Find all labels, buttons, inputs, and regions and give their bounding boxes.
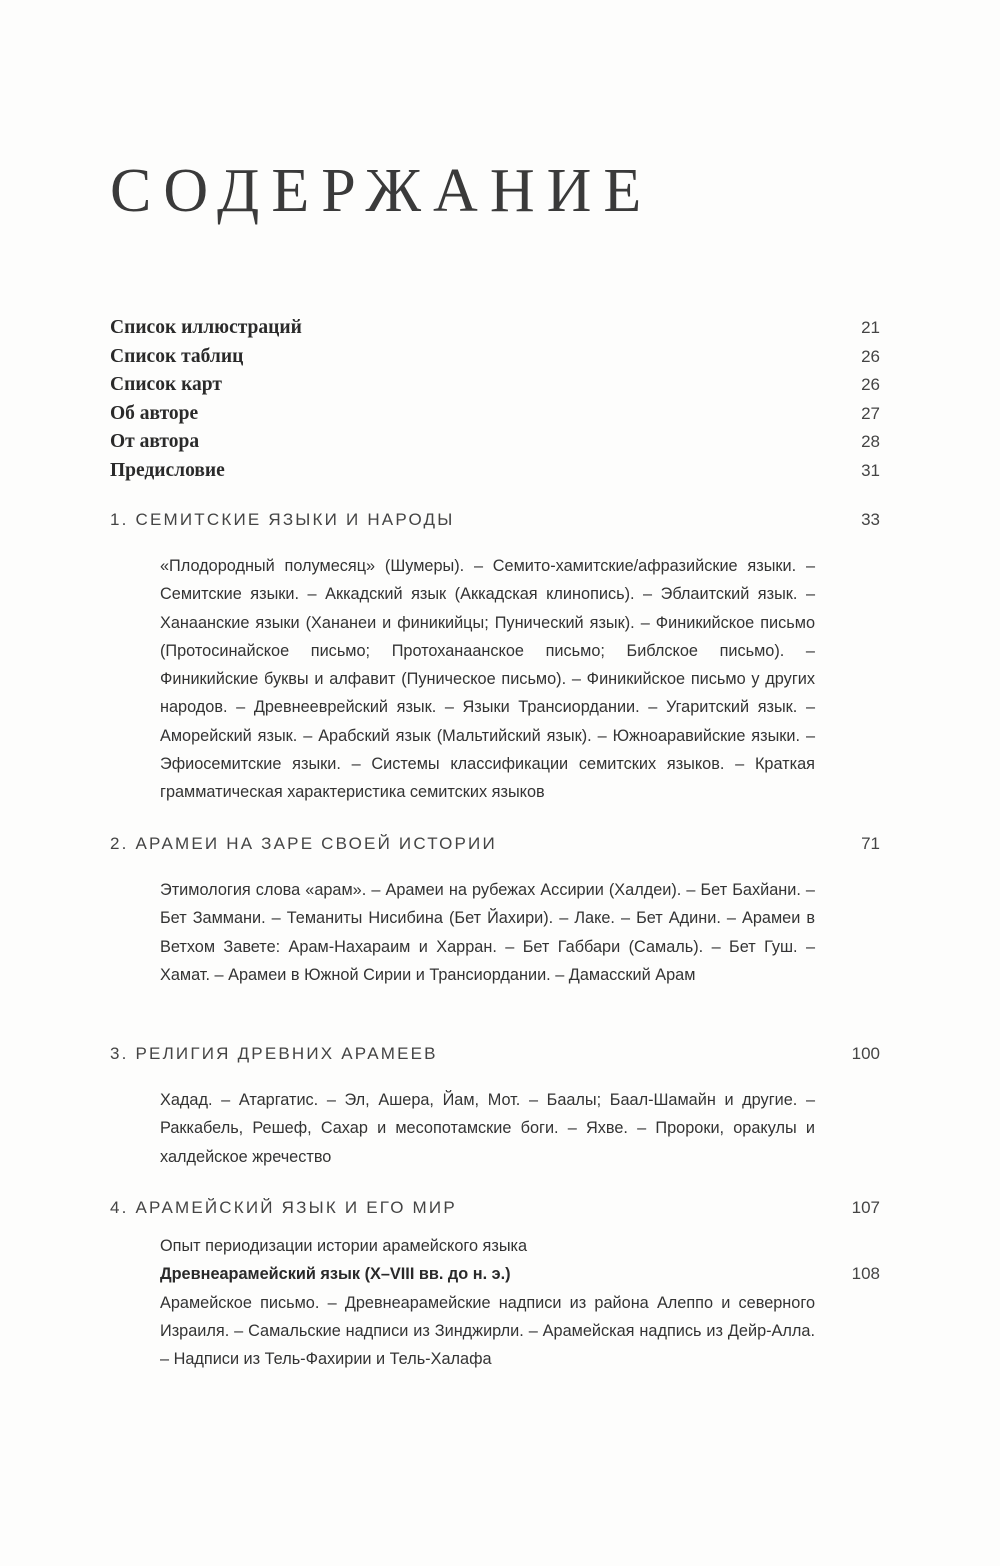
toc-entry[interactable] [110,460,880,489]
subsection-title: Древнеарамейский язык (X–VIII вв. до н. э.) [160,1265,511,1284]
chapter-heading[interactable] [110,1198,880,1218]
chapter-page: 107 [851,1198,880,1217]
toc-entry-page: 26 [861,346,880,366]
toc-entry-label: Список иллюстраций [110,317,302,338]
chapter-intro: Опыт периодизации истории арамейского языка [160,1237,528,1255]
chapter-heading[interactable] [110,510,880,530]
toc-entry-page: 21 [861,318,880,337]
chapter-title: 4. АРАМЕЙСКИЙ ЯЗЫК И ЕГО МИР [110,1198,457,1217]
chapter-summary: Хадад. – Атаргатис. – Эл, Ашера, Йам, Мот. – Баалы; Баал-Шамайн и другие. – Раккабель, Решеф, Сахар и месопотамские боги. – Яхве. – Пророки, оракулы и халдейское жречество [160,1091,815,1166]
toc-entry[interactable] [110,374,880,403]
chapter-page: 33 [861,510,880,529]
toc-entry[interactable] [110,346,880,375]
toc-entry-page: 27 [861,403,880,423]
subsection-summary: Арамейское письмо. – Древнеарамейские надписи из района Алеппо и северного Израиля. – Самальские надписи из Зинджирли. – Арамейская надпись из Дейр-Алла. – Надписи из Тель-Фахирии и Тель-Халафа [160,1293,815,1369]
chapter-heading[interactable] [110,834,880,854]
toc-entry-page: 26 [861,375,880,394]
page-title: СОДЕРЖАНИЕ [110,157,654,225]
chapter-summary: Этимология слова «арам». – Арамеи на рубежах Ассирии (Халдеи). – Бет Бахйани. – Бет Заммани. – Теманиты Нисибина (Бет Йахири). – Лаке. – Бет Адини. – Арамеи в Ветхом Завете: Арам-Нахараим и Харран. – Бет Габбари (Самаль). – Бет Гуш. – Хамат. – Арамеи в Южной Сирии и Трансиордании. – Дамасский Арам [160,881,815,984]
chapter-4 [110,1198,880,1373]
toc-entry-page: 28 [861,432,880,451]
toc-entry-page: 31 [861,460,880,480]
chapter-heading[interactable] [110,1044,880,1064]
chapter-3 [110,1044,880,1171]
toc-entry-label: Список карт [110,374,222,395]
chapter-1 [110,510,880,807]
chapter-2 [110,834,880,989]
toc-entry[interactable] [110,403,880,432]
chapter-title: 3. РЕЛИГИЯ ДРЕВНИХ АРАМЕЕВ [110,1044,438,1063]
toc-entry-label: От автора [110,431,200,452]
chapter-page: 71 [861,834,880,853]
chapter-title: 1. СЕМИТСКИЕ ЯЗЫКИ И НАРОДЫ [110,510,455,529]
toc-entry-label: Предисловие [110,459,225,481]
toc-entry[interactable] [110,317,880,346]
toc-entry-label: Список таблиц [110,345,244,367]
toc-entry-label: Об авторе [110,402,199,424]
chapter-title: 2. АРАМЕИ НА ЗАРЕ СВОЕЙ ИСТОРИИ [110,834,497,853]
chapter-summary: «Плодородный полумесяц» (Шумеры). – Семито-хамитские/афразийские языки. – Семитские языки. – Аккадский язык (Аккадская клинопись). – Эблаитский язык. – Ханаанские языки (Хананеи и финикийцы; Пунический язык). – Финикийское письмо (Протосинайское письмо; Протоханаанское письмо; Библское письмо). – Финикийские буквы и алфавит (Пуническое письмо). – Финикийское письмо у других народов. – Древнееврейский язык. – Языки Трансиордании. – Угаритский язык. – Аморейский язык. – Арабский язык (Мальтийский язык). – Южноаравийские языки. – Эфиосемитские языки. – Системы классификации семитских языков. – Краткая грамматическая характеристика семитских языков [160,557,815,802]
chapter-page: 100 [851,1044,880,1063]
front-matter-list [110,317,880,488]
toc-entry[interactable] [110,431,880,460]
subsection-page: 108 [851,1264,880,1284]
subsection-heading[interactable] [160,1260,880,1288]
